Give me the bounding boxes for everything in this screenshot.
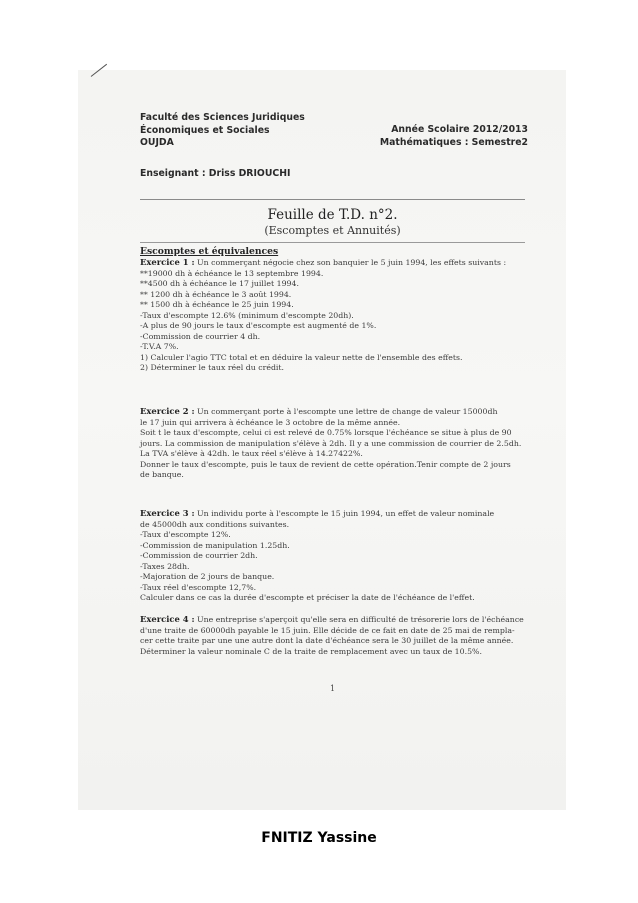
exercise-text: ** 1200 dh à échéance le 3 août 1994. — [140, 289, 292, 299]
course-name: Mathématiques : Semestre2 — [379, 136, 528, 148]
institution-line: Économiques et Sociales — [140, 124, 270, 136]
page-number: 1 — [329, 684, 336, 693]
exercise-text: -A plus de 90 jours le taux d'escompte est augmenté de 1%. — [140, 321, 377, 330]
sheet-subtitle: (Escomptes et Annuités) — [264, 224, 401, 237]
exercise-text: le 17 juin qui arrivera à échéance le 3 octobre de la même année. — [140, 417, 401, 427]
exercise-text: -Taux d'escompte 12.6% (minimum d'escompte 20dh). — [140, 310, 354, 320]
exercise-label: Exercice 3 : — [140, 508, 195, 518]
exercise-text: Une entreprise s'aperçoit qu'elle sera en difficulté de trésorerie lors de l'échéance — [194, 615, 524, 624]
exercise-label: Exercice 2 : — [140, 406, 195, 416]
institution-line: OUJDA — [140, 137, 174, 148]
exercise-text: Calculer dans ce cas la durée d'escompte et préciser la date de l'échéance de l'effet. — [140, 593, 475, 602]
exercise-1 — [140, 257, 528, 374]
exercise-text: cer cette traite par une une autre dont la date d'échéance sera le 30 juillet de la même année. — [140, 636, 514, 645]
exercise-text: **4500 dh à échéance le 17 juillet 1994. — [140, 279, 299, 288]
exercise-text: -Commission de courrier 4 dh. — [140, 331, 261, 341]
exercise-text: 1) Calculer l'agio TTC total et en déduire la valeur nette de l'ensemble des effets. — [140, 352, 463, 362]
course-info — [380, 124, 528, 149]
exercise-2 — [140, 406, 528, 481]
teacher-name: Enseignant : Driss DRIOUCHI — [140, 168, 291, 179]
exercise-text: -Taux réel d'escompte 12,7%. — [140, 582, 257, 592]
exercise-text: **19000 dh à échéance le 13 septembre 1994. — [140, 268, 324, 278]
exercise-text: Déterminer la valeur nominale C de la traite de remplacement avec un taux de 10.5%. — [140, 646, 482, 656]
exercise-text: La TVA s'élève à 42dh. le taux réel s'élève à 14.27422%. — [140, 449, 363, 458]
exercise-text: -Commission de courrier 2dh. — [140, 551, 258, 560]
exercise-text: de banque. — [140, 470, 184, 479]
divider — [140, 199, 525, 200]
exercise-text: d'une traite de 60000dh payable le 15 juin. Elle décide de ce fait en date de 25 mai de rempla- — [140, 625, 515, 635]
exercise-text: -Taxes 28dh. — [140, 561, 190, 571]
school-year: Année Scolaire 2012/2013 — [391, 124, 528, 135]
exercise-text: ** 1500 dh à échéance le 25 juin 1994. — [140, 300, 294, 309]
exercise-text: -T.V.A 7%. — [140, 342, 179, 351]
exercise-4 — [140, 614, 528, 657]
divider — [140, 242, 525, 243]
exercise-text: -Majoration de 2 jours de banque. — [140, 572, 275, 581]
exercise-text: Un individu porte à l'escompte le 15 juin 1994, un effet de valeur nominale — [194, 509, 495, 518]
section-heading: Escomptes et équivalences — [140, 246, 279, 257]
exercise-text: -Commission de manipulation 1.25dh. — [140, 540, 290, 550]
exercise-text: Un commerçant porte à l'escompte une lettre de change de valeur 15000dh — [194, 407, 498, 416]
exercise-text: de 45000dh aux conditions suivantes. — [140, 519, 290, 529]
exercise-label: Exercice 1 : — [140, 257, 195, 267]
exercise-text: Un commerçant négocie chez son banquier le 5 juin 1994, les effets suivants : — [194, 258, 507, 267]
exercise-label: Exercice 4 : — [140, 614, 195, 624]
exercise-text: jours. La commission de manipulation s'élève à 2dh. Il y a une commission de courrier de 2.5dh. — [140, 438, 522, 448]
sheet-title: Feuille de T.D. n°2. — [267, 207, 398, 223]
exercise-text: Donner le taux d'escompte, puis le taux de revient de cette opération.Tenir compte de 2 jours — [140, 459, 511, 469]
exercise-text: 2) Déterminer le taux réel du crédit. — [140, 363, 285, 372]
exercise-text: -Taux d'escompte 12%. — [140, 530, 231, 539]
exercise-3 — [140, 508, 528, 604]
institution-line: Faculté des Sciences Juridiques — [140, 112, 305, 123]
author-name: FNITIZ Yassine — [261, 830, 377, 846]
institution-block — [140, 112, 305, 150]
exercise-text: Soit t le taux d'escompte, celui ci est relevé de 0.75% lorsque l'échéance se situe à plus de 90 — [140, 428, 512, 437]
